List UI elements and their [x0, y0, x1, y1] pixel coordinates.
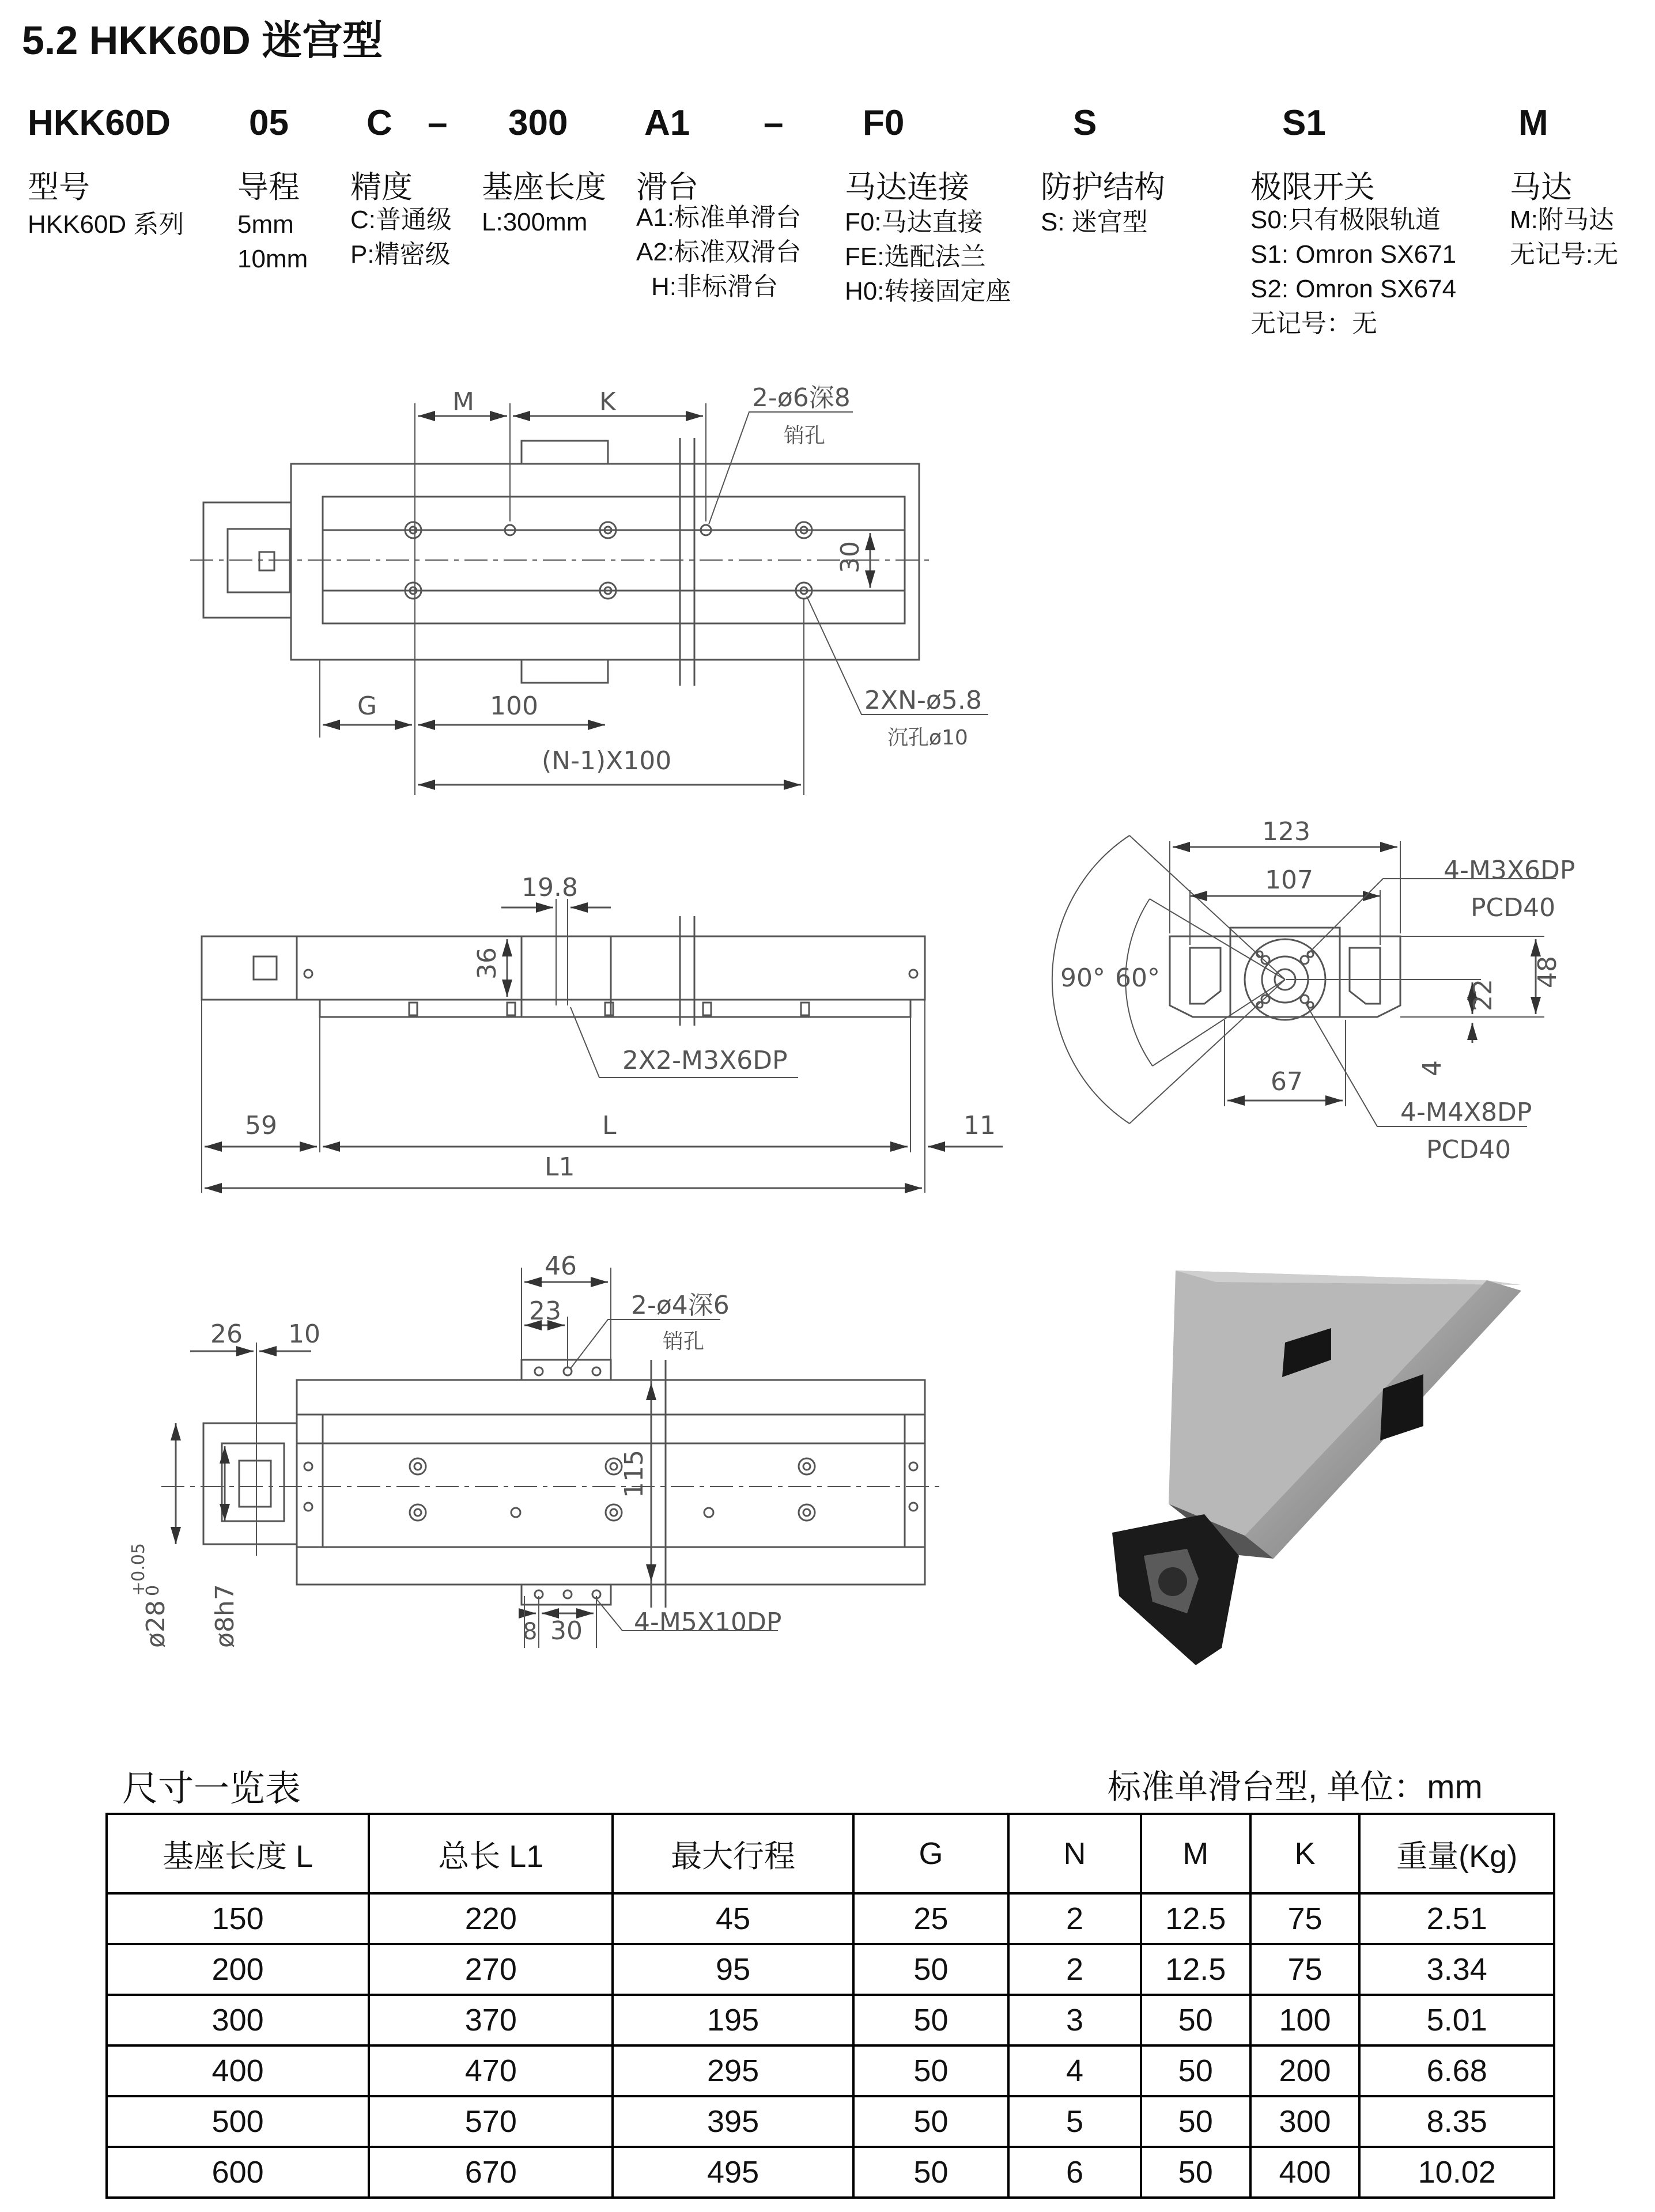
code-length: 300 — [508, 103, 568, 143]
table-cell: 2.51 — [1359, 1893, 1554, 1944]
col-header: 总长 L1 — [369, 1814, 613, 1893]
code-dash-2: – — [764, 103, 784, 143]
side-view-labels — [245, 873, 996, 1182]
table-row — [107, 2147, 1554, 2198]
val-model: HKK60D 系列 — [28, 210, 184, 239]
svg-text:46: 46 — [545, 1251, 577, 1281]
svg-text:销孔: 销孔 — [784, 424, 826, 448]
table-cell: 220 — [369, 1893, 613, 1944]
table-cell: 195 — [613, 1995, 853, 2045]
table-cell: 470 — [369, 2045, 613, 2096]
svg-text:123: 123 — [1262, 817, 1310, 846]
table-header-row — [107, 1814, 1554, 1893]
table-cell: 400 — [107, 2045, 369, 2096]
table-cell: 10.02 — [1359, 2147, 1554, 2198]
svg-text:L1: L1 — [545, 1152, 575, 1182]
svg-text:48: 48 — [1533, 956, 1562, 988]
table-cell: 8.35 — [1359, 2096, 1554, 2147]
svg-text:8: 8 — [523, 1619, 538, 1645]
table-cell: 300 — [1250, 2096, 1360, 2147]
svg-text:沉孔ø10: 沉孔ø10 — [887, 726, 968, 750]
table-row — [107, 1893, 1554, 1944]
table-cell: 50 — [1141, 2096, 1250, 2147]
svg-text:PCD40: PCD40 — [1426, 1135, 1512, 1164]
table-cell: 395 — [613, 2096, 853, 2147]
val-protection: S: 迷宫型 — [1041, 208, 1148, 236]
table-cell: 2 — [1008, 1944, 1141, 1995]
val-length: L:300mm — [482, 208, 588, 236]
table-row — [107, 1944, 1554, 1995]
dimension-table — [105, 1813, 1555, 2199]
col-header: 最大行程 — [613, 1814, 853, 1893]
table-cell: 3 — [1008, 1995, 1141, 2045]
cat-slide: 滑台 — [636, 170, 698, 205]
cat-length: 基座长度 — [482, 170, 606, 205]
code-lead: 05 — [249, 103, 289, 143]
svg-text:67: 67 — [1271, 1067, 1303, 1096]
cat-motor: 马达 — [1510, 170, 1572, 205]
code-model: HKK60D — [28, 103, 171, 143]
table-cell: 45 — [613, 1893, 853, 1944]
table-unit: 标准单滑台型, 单位：mm — [1108, 1768, 1483, 1806]
svg-text:M: M — [452, 387, 474, 417]
val-slide: A1:标准单滑台 A2:标准双滑台 H:非标滑台 — [636, 203, 802, 301]
bottom-holes — [410, 1367, 815, 1598]
table-cell: 75 — [1250, 1893, 1360, 1944]
table-cell: 50 — [853, 2096, 1009, 2147]
val-lead: 5mm 10mm — [237, 210, 308, 273]
page-title: 5.2 HKK60D 迷宫型 — [22, 18, 383, 63]
table-row — [107, 2045, 1554, 2096]
table-cell: 300 — [107, 1995, 369, 2045]
table-cell: 495 — [613, 2147, 853, 2198]
svg-text:36: 36 — [473, 947, 502, 980]
col-header: K — [1250, 1814, 1360, 1893]
cat-lead: 导程 — [237, 170, 300, 205]
table-cell: 4 — [1008, 2045, 1141, 2096]
svg-text:22: 22 — [1468, 979, 1498, 1011]
svg-text:26: 26 — [210, 1319, 243, 1349]
svg-text:G: G — [357, 691, 377, 721]
table-cell: 6 — [1008, 2147, 1141, 2198]
table-cell: 2 — [1008, 1893, 1141, 1944]
svg-text:23: 23 — [529, 1296, 561, 1326]
table-cell: 50 — [853, 2045, 1009, 2096]
svg-text:10: 10 — [288, 1319, 320, 1349]
svg-text:+0.05: +0.05 — [129, 1543, 149, 1596]
table-row — [107, 2096, 1554, 2147]
svg-text:ø8h7: ø8h7 — [210, 1584, 240, 1648]
table-cell: 95 — [613, 1944, 853, 1995]
code-accuracy: C — [366, 103, 392, 143]
table-cell: 25 — [853, 1893, 1009, 1944]
svg-text:4-M3X6DP: 4-M3X6DP — [1444, 856, 1575, 885]
table-cell: 200 — [1250, 2045, 1360, 2096]
table-cell: 200 — [107, 1944, 369, 1995]
table-cell: 12.5 — [1141, 1893, 1250, 1944]
table-cell: 50 — [1141, 2147, 1250, 2198]
table-cell: 50 — [853, 2147, 1009, 2198]
code-motor: M — [1518, 103, 1548, 143]
val-motor: M:附马达 无记号:无 — [1510, 206, 1619, 269]
svg-text:(N-1)X100: (N-1)X100 — [542, 746, 672, 776]
svg-text:4-M4X8DP: 4-M4X8DP — [1400, 1098, 1532, 1127]
table-cell: 3.34 — [1359, 1944, 1554, 1995]
top-view-labels — [357, 383, 982, 776]
table-cell: 5 — [1008, 2096, 1141, 2147]
svg-text:30: 30 — [836, 541, 865, 573]
svg-text:2X2-M3X6DP: 2X2-M3X6DP — [622, 1046, 788, 1075]
svg-text:30: 30 — [550, 1616, 583, 1646]
svg-text:4-M5X10DP: 4-M5X10DP — [634, 1608, 782, 1637]
svg-text:2-ø4深6: 2-ø4深6 — [631, 1291, 730, 1320]
svg-text:K: K — [599, 387, 616, 417]
col-header: N — [1008, 1814, 1141, 1893]
svg-text:PCD40: PCD40 — [1471, 893, 1556, 922]
svg-text:90°: 90° — [1060, 963, 1105, 993]
cat-accuracy: 精度 — [350, 170, 413, 205]
table-cell: 295 — [613, 2045, 853, 2096]
code-motor-conn: F0 — [863, 103, 905, 143]
side-taps — [409, 1003, 809, 1015]
table-title: 尺寸一览表 — [122, 1769, 301, 1809]
table-cell: 6.68 — [1359, 2045, 1554, 2096]
svg-text:115: 115 — [619, 1450, 649, 1498]
svg-text:59: 59 — [245, 1111, 277, 1140]
svg-text:107: 107 — [1265, 865, 1313, 895]
svg-text:100: 100 — [490, 691, 538, 721]
table-cell: 12.5 — [1141, 1944, 1250, 1995]
cat-limit: 极限开关 — [1250, 170, 1375, 205]
cat-protection: 防护结构 — [1041, 170, 1165, 205]
svg-text:0: 0 — [143, 1585, 163, 1596]
table-cell: 50 — [1141, 1995, 1250, 2045]
svg-text:60°: 60° — [1115, 963, 1160, 993]
cat-model: 型号 — [28, 170, 90, 205]
table-cell: 600 — [107, 2147, 369, 2198]
table-cell: 670 — [369, 2147, 613, 2198]
bottom-view-labels — [129, 1251, 781, 1648]
table-cell: 50 — [853, 1944, 1009, 1995]
val-accuracy: C:普通级 P:精密级 — [350, 206, 452, 269]
svg-text:ø28: ø28 — [141, 1600, 171, 1648]
table-cell: 270 — [369, 1944, 613, 1995]
col-header: G — [853, 1814, 1009, 1893]
table-cell: 400 — [1250, 2147, 1360, 2198]
cat-motor-conn: 马达连接 — [845, 170, 969, 205]
code-slide: A1 — [644, 103, 690, 143]
code-limit: S1 — [1282, 103, 1326, 143]
svg-text:L: L — [602, 1111, 617, 1140]
table-cell: 370 — [369, 1995, 613, 2045]
col-header: 基座长度 L — [107, 1814, 369, 1893]
svg-text:4: 4 — [1418, 1060, 1447, 1076]
table-row — [107, 1995, 1554, 2045]
end-view-labels — [1060, 817, 1575, 1164]
col-header: 重量(Kg) — [1359, 1814, 1554, 1893]
table-cell: 570 — [369, 2096, 613, 2147]
side-view — [202, 899, 1003, 1193]
table-cell: 75 — [1250, 1944, 1360, 1995]
product-render — [1112, 1271, 1521, 1665]
val-motor-conn: F0:马达直接 FE:选配法兰 H0:转接固定座 — [845, 208, 1011, 305]
col-header: M — [1141, 1814, 1250, 1893]
table-cell: 5.01 — [1359, 1995, 1554, 2045]
table-cell: 500 — [107, 2096, 369, 2147]
table-cell: 50 — [853, 1995, 1009, 2045]
svg-text:2-ø6深8: 2-ø6深8 — [752, 383, 851, 413]
code-protection: S — [1073, 103, 1097, 143]
code-dash-1: – — [428, 103, 448, 143]
svg-text:11: 11 — [963, 1111, 996, 1140]
top-view — [190, 403, 988, 795]
val-limit: S0:只有极限轨道 S1: Omron SX671 S2: Omron SX674 无记号：无 — [1250, 206, 1457, 338]
svg-text:2XN-ø5.8: 2XN-ø5.8 — [864, 686, 982, 715]
table-cell: 150 — [107, 1893, 369, 1944]
table-cell: 100 — [1250, 1995, 1360, 2045]
svg-text:19.8: 19.8 — [522, 873, 578, 902]
svg-text:销孔: 销孔 — [663, 1330, 705, 1353]
table-cell: 50 — [1141, 2045, 1250, 2096]
